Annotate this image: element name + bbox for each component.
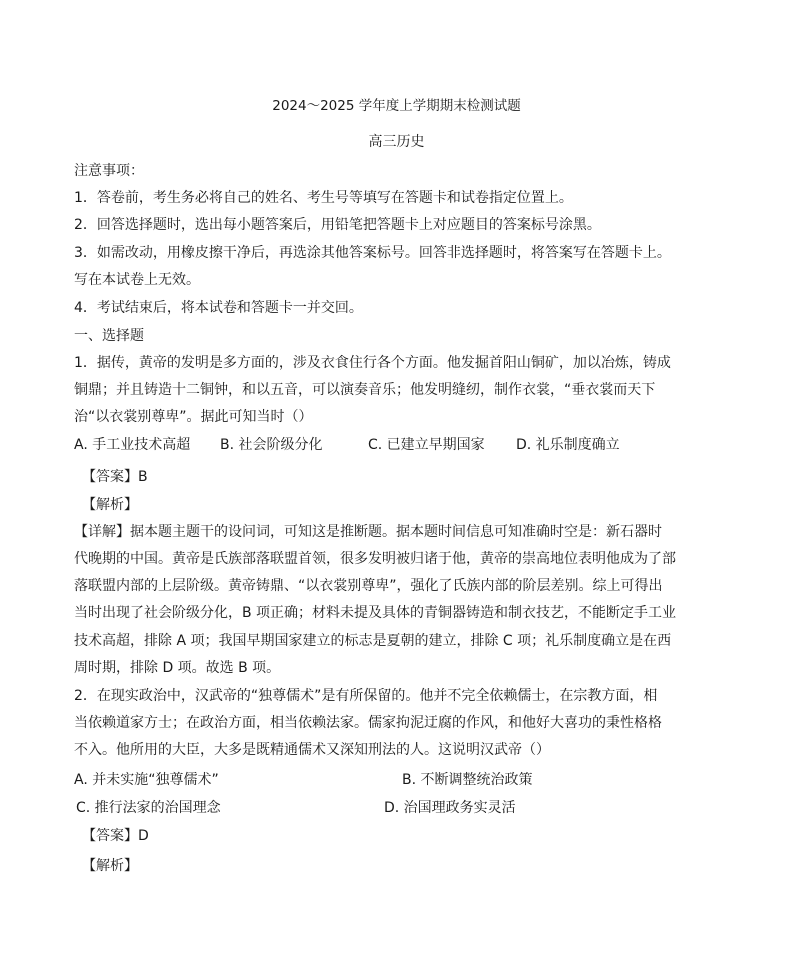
q2-option-c: C. 推行法家的治国理念 — [76, 800, 221, 816]
q1-detail-line: 技术高超，排除 A 项；我国早期国家建立的标志是夏朝的建立，排除 C 项；礼乐制度确立是在西 — [74, 633, 672, 649]
q1-detail-line: 【详解】据本题主题干的设问词，可知这是推断题。据本题时间信息可知准确时空是：新石器时 — [74, 524, 662, 540]
notice-item: 1．答卷前，考生务必将自己的姓名、考生号等填写在答题卡和试卷指定位置上。 — [74, 190, 573, 206]
notice-item: 2．回答选择题时，选出每小题答案后，用铅笔把答题卡上对应题目的答案标号涂黑。 — [74, 217, 601, 233]
q1-stem-line: 铜鼎；并且铸造十二铜钟，和以五音，可以演奏音乐；他发明缝纫，制作衣裳，“垂衣裳而天下 — [74, 382, 656, 398]
q1-detail-line: 周时期，排除 D 项。故选 B 项。 — [74, 660, 281, 676]
q1-option-a: A. 手工业技术高超 — [74, 437, 191, 453]
q1-stem-line: 1．据传，黄帝的发明是多方面的，涉及衣食住行各个方面。他发掘首阳山铜矿，加以冶炼，铸成 — [74, 355, 671, 371]
q2-answer: 【答案】D — [82, 828, 149, 844]
q1-detail-line: 当时出现了社会阶级分化，B 项正确；材料未提及具体的青铜器铸造和制衣技艺，不能断定手工业 — [74, 605, 677, 621]
q1-stem-line: 治“以衣裳别尊卑”。据此可知当时（） — [74, 409, 313, 425]
q2-option-a: A. 并未实施“独尊儒术” — [74, 772, 219, 788]
q2-stem-line: 2．在现实政治中，汉武帝的“独尊儒术”是有所保留的。他并不完全依赖儒士，在宗教方面，相 — [74, 688, 658, 704]
q1-option-c: C. 已建立早期国家 — [368, 437, 485, 453]
exam-subject: 高三历史 — [368, 134, 425, 150]
q1-analysis-heading: 【解析】 — [82, 497, 138, 513]
section-heading: 一、选择题 — [74, 328, 144, 344]
q1-option-d: D. 礼乐制度确立 — [516, 437, 620, 453]
q2-stem-line: 不入。他所用的大臣，大多是既精通儒术又深知刑法的人。这说明汉武帝（） — [74, 742, 550, 758]
q1-option-b: B. 社会阶级分化 — [220, 437, 323, 453]
q2-stem-line: 当依赖道家方士；在政治方面，相当依赖法家。儒家拘泥迂腐的作风，和他好大喜功的秉性格格 — [74, 715, 662, 731]
exam-title: 2024～2025 学年度上学期期末检测试题 — [272, 98, 521, 114]
notice-item-continued: 写在本试卷上无效。 — [74, 272, 200, 288]
notice-heading: 注意事项： — [74, 163, 144, 179]
q2-option-d: D. 治国理政务实灵活 — [384, 800, 516, 816]
q1-answer: 【答案】B — [82, 469, 148, 485]
notice-item: 4．考试结束后，将本试卷和答题卡一并交回。 — [74, 300, 363, 316]
q1-detail-line: 落联盟内部的上层阶级。黄帝铸鼎、“以衣裳别尊卑”，强化了氏族内部的阶层差别。综上可得出 — [74, 578, 663, 594]
q2-analysis-heading: 【解析】 — [82, 858, 138, 874]
q2-option-b: B. 不断调整统治政策 — [402, 772, 533, 788]
q1-detail-line: 代晚期的中国。黄帝是氏族部落联盟首领，很多发明被归诸于他，黄帝的崇高地位表明他成为了部 — [74, 551, 676, 567]
notice-item: 3．如需改动，用橡皮擦干净后，再选涂其他答案标号。回答非选择题时，将答案写在答题卡上。 — [74, 245, 671, 261]
